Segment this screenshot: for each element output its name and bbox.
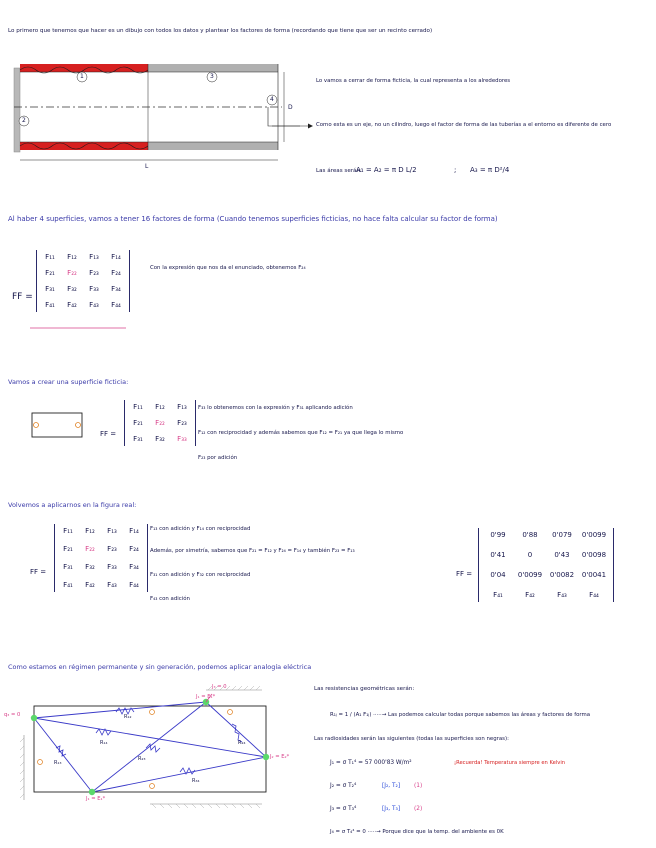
dim-l: L: [145, 163, 149, 170]
matrix-cell: F₄₁: [493, 591, 503, 599]
matrix-cell: F₂₂: [155, 419, 165, 427]
section5-line-8: (1): [414, 783, 423, 789]
matrix-cell: F₄₃: [557, 591, 567, 599]
section5-line-10: [J₃, T₃]: [382, 806, 401, 812]
section4-ff-label: FF =: [30, 568, 47, 576]
fig1-label-3: 3: [210, 73, 214, 80]
section5-line-11: (2): [414, 806, 423, 812]
matrix-cell: F₁₂: [155, 403, 165, 411]
matrix-cell: F₂₃: [107, 545, 117, 553]
section4-note-1: F₁₃ con adición y F₁₄ con reciprocidad: [150, 526, 251, 532]
matrix-cell: F₃₄: [129, 563, 139, 571]
matrix-cell: F₁₄: [111, 253, 121, 261]
matrix-cell: F₁₁: [63, 527, 73, 535]
matrix-cell: 0'04: [490, 571, 506, 579]
section4-note-3: F₃₁ con adición y F₃₂ con reciprocidad: [150, 572, 251, 578]
matrix-cell: F₄₄: [111, 301, 121, 309]
matrix-cell: F₃₂: [85, 563, 95, 571]
section5-heading: Como estamos en régimen permanente y sin generación, podemos aplicar analogía eléctrica: [8, 663, 312, 671]
matrix-cell: F₁₃: [177, 403, 187, 411]
matrix-cell: 0'0099: [581, 531, 607, 539]
section5-line-5: ¡Recuerda! Temperatura siempre en Kelvin: [454, 760, 566, 766]
matrix-cell: F₁₄: [129, 527, 139, 535]
matrix-cell: F₂₂: [67, 269, 77, 277]
res-label-r13: R₁₃: [54, 760, 62, 766]
section2-note: Con la expresión que nos da el enunciado, obtenemos F₂₄: [150, 265, 306, 271]
section4-note-2: Además, por simetría, sabemos que F₂₁ = F₁₂ y F₂₄ = F₁₄ y también F₂₃ = F₁₃: [150, 548, 355, 554]
intro-text: Lo primero que tenemos que hacer es un dibujo con todos los datos y plantear los factores de forma (recordando que tiene que ser un recinto cerrado): [8, 28, 433, 34]
section3-note-2: F₁₂ con reciprocidad y además sabemos que F₁₂ = F₂₁ ya que llega lo mismo: [198, 430, 404, 436]
node-label-j2: J₂ = E₂*: [270, 754, 290, 760]
matrix-cell: 0'0082: [549, 571, 575, 579]
matrix-cell: F₂₄: [111, 269, 121, 277]
section5-line-1: Las resistencias geométricas serán:: [314, 686, 415, 692]
matrix-cell: F₂₄: [129, 545, 139, 553]
matrix-cell: F₃₂: [67, 285, 77, 293]
matrix-cell: F₂₂: [85, 545, 95, 553]
matrix-cell: F₄₁: [63, 581, 73, 589]
res-label-r23: R₂₃: [138, 756, 146, 762]
matrix-cell: F₂₃: [177, 419, 187, 427]
matrix-cell: F₄₁: [45, 301, 55, 309]
section5-line-6: J₂ = σ T₂⁴: [330, 783, 357, 789]
node-label-j3: J₃ = 0: [212, 684, 227, 690]
matrix-cell: F₄₂: [85, 581, 95, 589]
matrix-cell: F₄₄: [129, 581, 139, 589]
matrix-cell: 0'41: [490, 551, 506, 559]
matrix-cell: 0'079: [552, 531, 572, 539]
matrix-cell: F₄₃: [107, 581, 117, 589]
matrix-cell: F₄₂: [525, 591, 535, 599]
matrix-cell: F₃₄: [111, 285, 121, 293]
matrix-cell: F₃₃: [107, 563, 117, 571]
matrix-cell: F₃₁: [63, 563, 73, 571]
matrix-cell: 0'99: [490, 531, 506, 539]
matrix-cell: 0: [527, 551, 533, 559]
note-fictitious: Lo vamos a cerrar de forma ficticia, la cual representa a los alrededores: [316, 78, 511, 84]
section2-heading: Al haber 4 superficies, vamos a tener 16 factores de forma (Cuando tenemos superficies ficticias, no hace falta calcular su factor de forma): [8, 215, 498, 223]
fig1-label-2: 2: [22, 117, 26, 124]
matrix-cell: F₃₂: [155, 435, 165, 443]
section5-line-9: J₃ = σ T₃⁴: [330, 806, 357, 812]
matrix-cell: F₁₂: [67, 253, 77, 261]
areas-eq2: A₃ = π D²/4: [470, 166, 510, 174]
matrix-cell: F₄₄: [589, 591, 599, 599]
areas-eq1: A₁ = A₂ = π D L/2: [356, 166, 417, 174]
res-label-r24: R₂₄: [238, 740, 246, 746]
node-label-j1: J₁ = E₁*: [86, 796, 106, 802]
matrix-cell: 0'88: [522, 531, 538, 539]
section3-note-3: F₂₃ por adición: [198, 455, 238, 461]
section5-line-4: J₁ = σ T₁⁴ = 57 000'83 W/m²: [330, 760, 412, 766]
matrix-cell: F₁₃: [107, 527, 117, 535]
section5-line-7: [J₂, T₂]: [382, 783, 401, 789]
section3-heading: Vamos a crear una superficie ficticia:: [8, 378, 129, 386]
fig1-label-1: 1: [80, 73, 84, 80]
fig1-label-4: 4: [270, 96, 274, 103]
matrix-cell: F₂₁: [63, 545, 73, 553]
dim-d: D: [288, 104, 293, 111]
matrix-cell: F₁₁: [45, 253, 55, 261]
res-label-r34: R₃₄: [192, 778, 200, 784]
matrix-cell: F₂₃: [89, 269, 99, 277]
matrix-cell: 0'43: [554, 551, 570, 559]
matrix-cell: F₄₃: [89, 301, 99, 309]
matrix-cell: F₁₂: [85, 527, 95, 535]
res-label-r12: R₁₂: [124, 714, 132, 720]
section5-line-3: Las radiosidades serán las siguientes (todas las superficies son negras):: [314, 736, 509, 742]
areas-prefix: Las áreas serán:: [316, 168, 362, 174]
section3-note-1: F₃₃ lo obtenemos con la expresión y F₃₁ aplicando adición: [198, 405, 353, 411]
node-label-j1-top: J₁ = E₁*: [196, 694, 216, 700]
areas-sep: ;: [454, 166, 457, 174]
node-label-q3: q₃ = 0: [4, 712, 21, 718]
matrix-cell: 0'0098: [581, 551, 607, 559]
matrix-cell: F₃₃: [89, 285, 99, 293]
matrix-cell: F₂₁: [133, 419, 143, 427]
matrix-cell: F₃₃: [177, 435, 187, 443]
section4-note-4: F₄₃ con adición: [150, 596, 190, 602]
section3-ff-label: FF =: [100, 430, 117, 438]
matrix-cell: F₄₂: [67, 301, 77, 309]
matrix-cell: F₃₁: [133, 435, 143, 443]
matrix-cell: F₂₁: [45, 269, 55, 277]
note-axis: Como esta es un eje, no un cilindro, luego el factor de forma de las tuberías a el entorno es diferente de cero: [316, 122, 612, 128]
section5-line-12: J₄ = σ T₄⁴ = 0 ·····→ Porque dice que la temp. del ambiente es 0K: [330, 829, 504, 835]
matrix-cell: 0'0099: [517, 571, 543, 579]
matrix-cell: F₃₁: [45, 285, 55, 293]
section2-ff-label: FF =: [12, 292, 33, 302]
matrix-cell: 0'0041: [581, 571, 607, 579]
section4-heading: Volvemos a aplicarnos en la figura real:: [8, 501, 137, 509]
section5-line-2: R₁ⱼ = 1 / (A₁ F₁ⱼ) ·····→ Las podemos calcular todas porque sabemos las áreas y factores de forma: [330, 712, 591, 718]
res-label-r14: R₁₄: [100, 740, 108, 746]
matrix-cell: F₁₁: [133, 403, 143, 411]
matrix-cell: F₁₃: [89, 253, 99, 261]
section4-ff2-label: FF =: [456, 570, 473, 578]
